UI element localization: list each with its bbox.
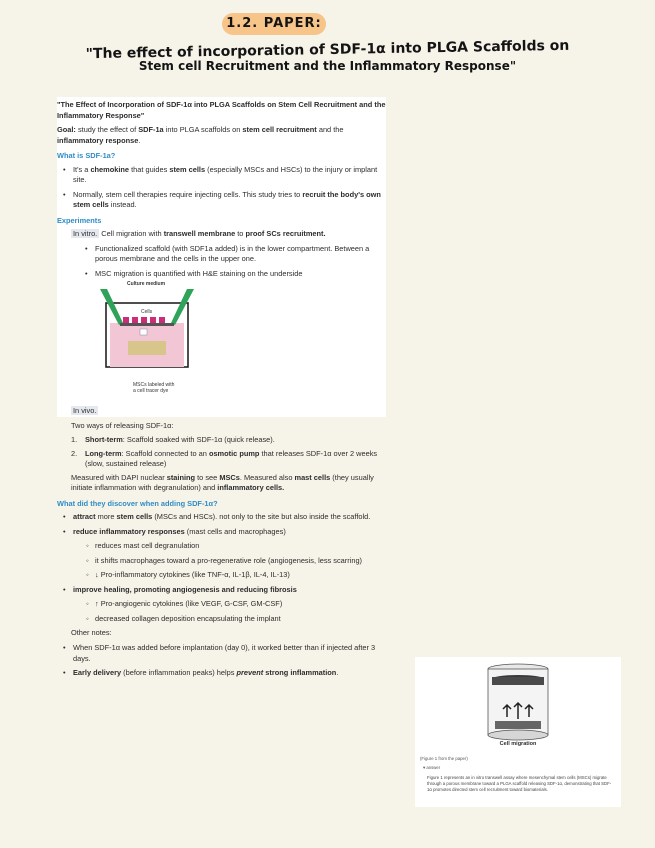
- list-item: • improve healing, promoting angiogenesis and reducing fibrosis: [57, 585, 387, 596]
- experiments-heading: Experiments: [57, 215, 102, 225]
- list-item: • Functionalized scaffold (with SDF1a added) is in the lower compartment. Between a porous membrane and the cells in the upper one.: [57, 244, 387, 265]
- list-item: • reduce inflammatory responses (mast cells and macrophages): [57, 527, 387, 538]
- insert-wall-left: [100, 289, 123, 325]
- paper-title: "The Effect of Incorporation of SDF-1α into PLGA Scaffolds on Stem Cell Recruitment and the Inflammatory Response": [57, 100, 386, 120]
- figure-card: [415, 657, 621, 807]
- figure-source: (Figure 1 from the paper): [420, 756, 468, 761]
- in-vivo-tag: In vivo.: [73, 406, 97, 416]
- discover-heading: What did they discover when adding SDF-1α?: [57, 498, 218, 508]
- sub-list-item: ◦ reduces mast cell degranulation: [57, 541, 387, 552]
- scaffold: [128, 341, 166, 355]
- in-vitro-line: In vitro. Cell migration with transwell membrane to proof SCs recruitment.: [73, 229, 326, 239]
- well-bottom: [488, 730, 548, 740]
- transwell-diagram: [92, 283, 202, 373]
- cell-marker: [141, 317, 147, 323]
- sub-list-item: ◦ ↑ Pro-angiogenic cytokines (like VEGF, G-CSF, GM-CSF): [57, 599, 387, 610]
- figure-caption: Cell migration: [499, 741, 537, 747]
- handwritten-title-line2: Stem cell Recruitment and the Inflammatory Response": [138, 59, 517, 73]
- membrane-band: [492, 677, 544, 685]
- cell-marker: [159, 317, 165, 323]
- migrating-cell: [140, 329, 147, 335]
- in-vivo-line: [57, 406, 387, 417]
- list-item: • Early delivery (before inflammation peaks) helps prevent strong inflammation.: [57, 668, 387, 679]
- in-vivo-intro: Two ways of releasing SDF-1α:: [71, 420, 174, 430]
- cell-marker: [150, 317, 156, 323]
- answer-toggle[interactable]: ▾ answer: [423, 765, 440, 771]
- in-vitro-tag: In vitro.: [73, 229, 98, 239]
- other-notes-heading: Other notes:: [71, 628, 112, 638]
- sub-list-item: ◦ it shifts macrophages toward a pro-regenerative role (angiogenesis, less scarring): [57, 556, 387, 567]
- list-item: • MSC migration is quantified with H&E staining on the underside: [57, 269, 387, 280]
- label-culture-medium: Culture medium: [127, 281, 166, 288]
- list-item: • It's a chemokine that guides stem cells (especially MSCs and HSCs) to the injury or implant site.: [57, 165, 387, 186]
- cell-marker: [132, 317, 138, 323]
- what-is-heading: What is SDF-1a?: [57, 151, 116, 161]
- numbered-item: 2. Long-term: Scaffold connected to an osmotic pump that releases SDF-1α over 2 weeks (slow, sustained release): [71, 448, 378, 469]
- numbered-item: 1. Short-term: Scaffold soaked with SDF-1α (quick release).: [71, 435, 275, 445]
- handwritten-title-line1: "The effect of incorporation of SDF-1α into PLGA Scaffolds on: [85, 37, 570, 63]
- measured-line: Measured with DAPI nuclear staining to see MSCs. Measured also mast cells (they usually initiate inflammation with degranulation) and inflammatory cells.: [71, 472, 374, 493]
- transwell-figure: [57, 283, 387, 403]
- label-cells: Cells: [141, 309, 153, 316]
- insert-wall-right: [171, 289, 194, 325]
- sub-list-item: ◦ decreased collagen deposition encapsulating the implant: [57, 614, 387, 625]
- sub-list-item: ◦ ↓ Pro-inflammatory cytokines (like TNF-α, IL-1β, IL-4, IL-13): [57, 570, 387, 581]
- porous-membrane: [120, 323, 174, 326]
- legend-text: MSCs labeled with a cell tracer dye: [133, 382, 175, 395]
- list-item: • Normally, stem cell therapies require injecting cells. This study tries to recruit the body's own stem cells instead.: [57, 190, 387, 211]
- list-item: • attract more stem cells (MSCs and HSCs). not only to the site but also inside the scaffold.: [57, 512, 387, 523]
- section-badge: [222, 13, 326, 35]
- list-item: • When SDF-1α was added before implantation (day 0), it worked better than if injected after 3 days.: [57, 643, 387, 664]
- notes-content: [57, 100, 387, 683]
- answer-text: Figure 1 represents an in vitro transwell assay where mesenchymal stem cells (MSCs) migrate through a porous membrane toward a PLGA scaffold releasing SDF-1α, demonstrating that SDF-1α promotes directed stem cell recruitment toward biomaterials.: [427, 775, 612, 793]
- cell-marker: [123, 317, 129, 323]
- cell-migration-illustration: [415, 657, 621, 741]
- section-badge-text: 1.2. PAPER:: [226, 16, 322, 31]
- goal-line: Goal: study the effect of SDF-1a into PLGA scaffolds on stem cell recruitment and the inflammatory response.: [57, 125, 344, 145]
- scaffold-block: [495, 721, 541, 729]
